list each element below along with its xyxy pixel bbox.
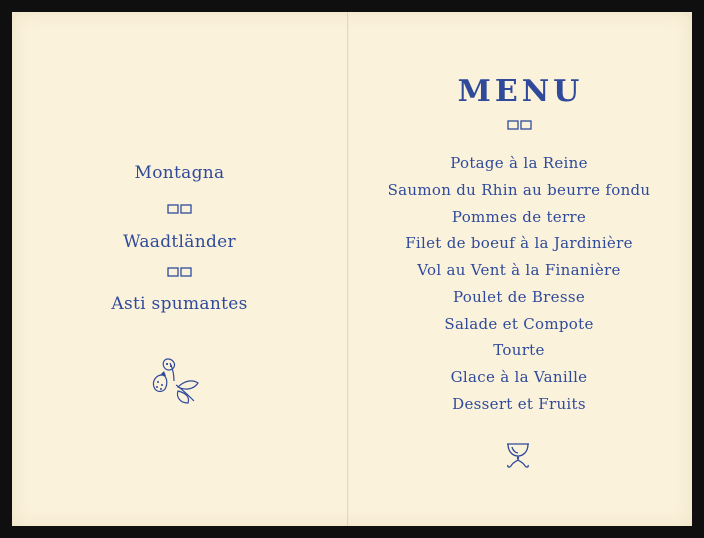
course-item: Salade et Compote [444,315,594,333]
right-panel [349,12,692,526]
course-item: Poulet de Bresse [452,288,586,306]
course-item: Potage à la Reine [450,154,588,172]
divider-ornament-icon [167,204,193,214]
course-item: Saumon du Rhin au beurre fondu [387,181,651,199]
menu-title: MENU [457,74,584,109]
course-item: Dessert et Fruits [452,395,586,413]
divider-ornament-icon [507,120,533,130]
course-item: Glace à la Vanille [450,368,588,386]
course-item: Vol au Vent à la Finanière [417,261,621,279]
urn-icon [503,440,533,470]
wine-asti-spumantes: Asti spumantes [111,294,248,314]
course-item: Pommes de terre [451,208,587,226]
left-panel [12,12,347,526]
course-item: Filet de boeuf à la Jardinière [405,234,633,252]
wine-waadtlander: Waadtländer [123,232,236,252]
course-item: Tourte [493,341,545,359]
wine-montagna: Montagna [134,163,225,183]
divider-ornament-icon [167,267,193,277]
strawberry-sprig-icon [148,355,200,405]
